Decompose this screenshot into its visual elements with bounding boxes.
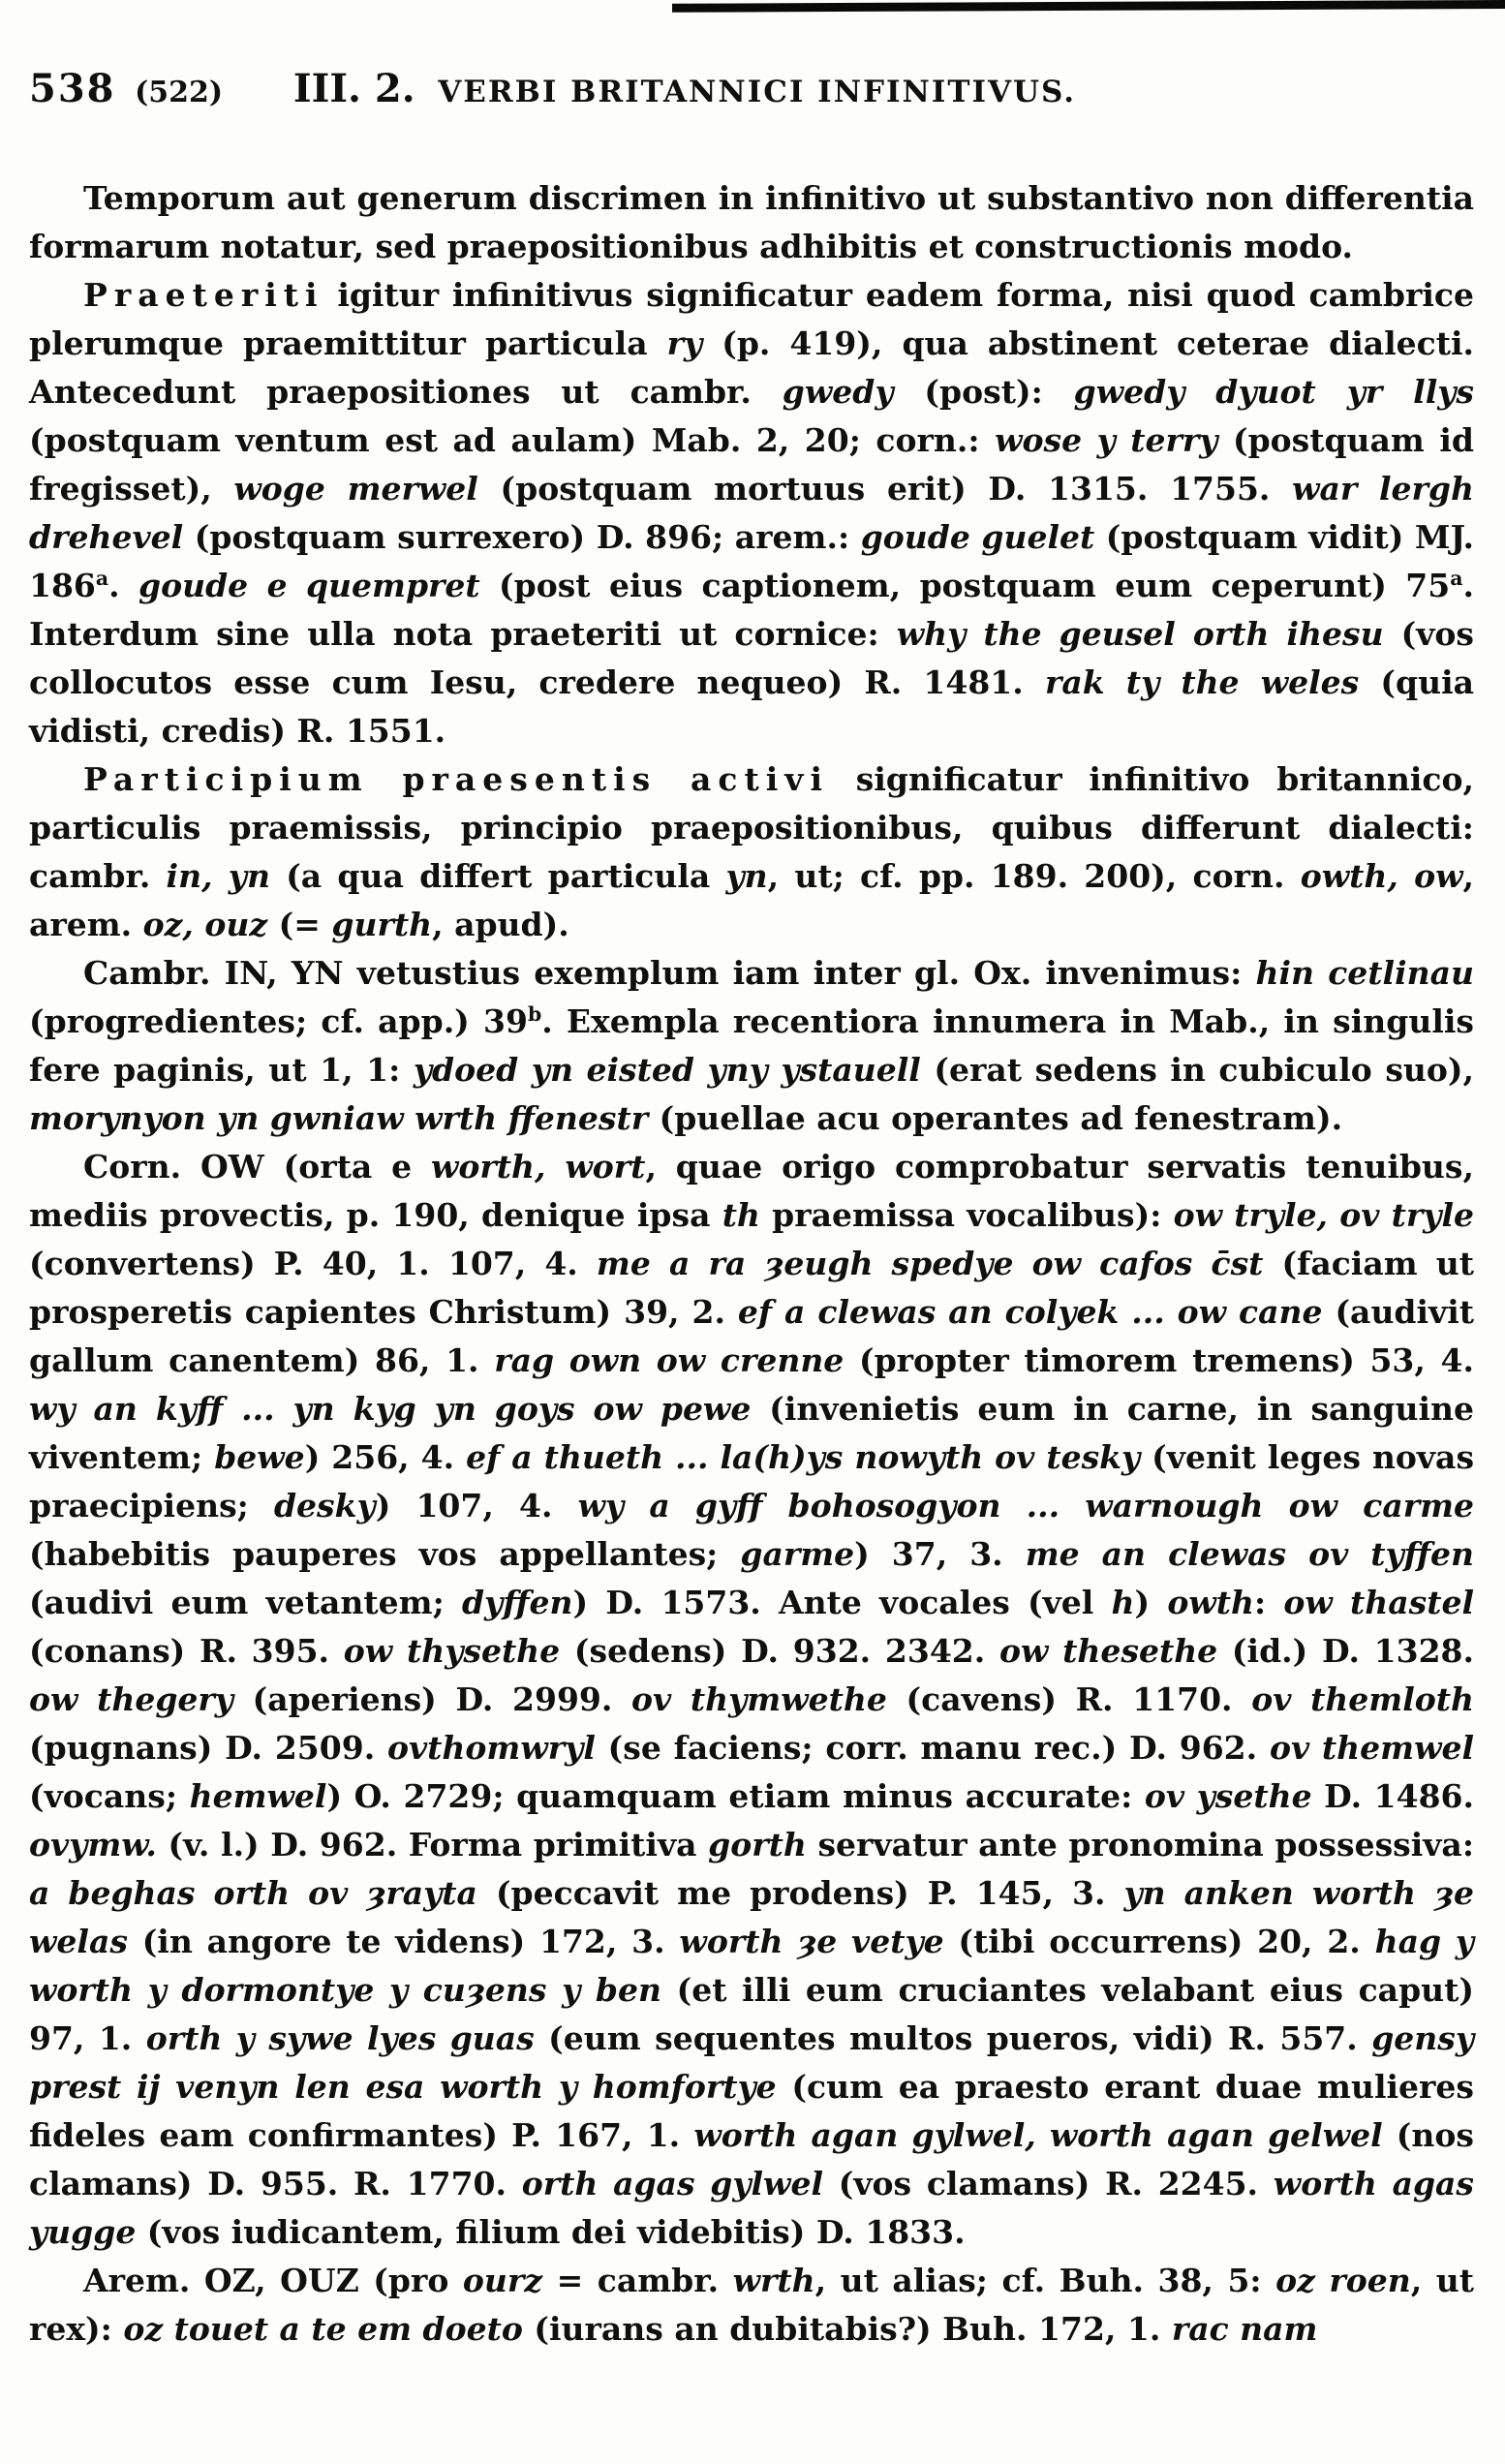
text-run: a [95,567,109,590]
text-run: (vos collocutos esse cum Iesu, credere nequeo) R. 1481. [29,615,1475,701]
text-run: (vos clamans) R. 2245. [822,2165,1274,2202]
text-run: ) 256, 4. [304,1438,467,1476]
text-run: : [1254,1584,1284,1621]
text-run: Participium praesentis activi [83,760,829,798]
text-run: owth [1167,1584,1255,1621]
text-run: b [527,1002,542,1026]
text-run: wy a gyff bohosogyon ... warnough ow carme [577,1487,1474,1525]
text-run: th [722,1196,760,1234]
paragraph [29,174,1474,271]
text-run: dyffen [461,1584,573,1621]
text-run: , quae origo comprobatur servatis tenuibus, mediis provectis, p. 190, denique ipsa [29,1148,1474,1234]
text-run: , ut alias; cf. Buh. 38, 5: [814,2262,1276,2299]
text-run: desky [273,1487,376,1525]
text-run: servatur ante pronomina possessiva: [806,1826,1474,1863]
page-number-note: (522) [135,76,224,109]
scan-edge-artifact [672,0,1505,13]
text-run: , ut rex): [29,2262,1475,2348]
text-run: (postquam id fregisset), [29,421,1474,508]
text-run: gurth [331,906,433,943]
page-number: 538 [29,66,116,111]
text-run: rak ty the weles [1044,663,1360,701]
text-run: gwedy dyuot yr llys [1073,373,1474,411]
text-run: , arem. [29,857,1474,943]
text-run: wose y terry [995,421,1218,459]
text-run: (puellae acu operantes ad fenestram). [648,1099,1343,1137]
text-run: (p. 419), qua abstinent ceterae dialecti. Antecedunt praepositiones ut cambr. [29,324,1474,411]
text-run: rag own ow crenne [494,1341,845,1379]
text-run: , ut; cf. pp. 189. 200), corn. [767,857,1301,895]
text-run: hin cetlinau [1255,954,1474,992]
text-run: ow tryle, ov tryle [1173,1196,1475,1234]
text-run: hag y worth y dormontye y cuȝens y ben [29,1923,1474,2009]
text-run: ow thastel [1283,1584,1474,1621]
text-run: (sedens) D. 932. 2342. [560,1632,999,1670]
text-run: rac nam [1171,2310,1318,2348]
text-run: yn [725,857,768,895]
text-run: (faciam ut prosperetis capientes Christum) 39, 2. [29,1245,1474,1331]
text-run: (in angore te videns) 172, 3. [127,1923,680,1960]
text-run: praemissa vocalibus): [759,1196,1174,1234]
paragraph [29,271,1474,755]
text-run: (= [267,906,332,943]
text-run: (a qua differt particula [269,857,726,895]
text-run: orth agas gylwel [521,2165,823,2202]
text-run: (vocans; [29,1777,190,1815]
text-run: (postquam mortuus erit) D. 1315. 1755. [477,470,1293,508]
text-run: ) D. 1573. Ante vocales (vel [572,1584,1112,1621]
text-run: wrth [732,2262,815,2299]
text-run: ovthomwryl [387,1729,596,1767]
text-run: (audivit gallum canentem) 86, 1. [29,1293,1475,1379]
text-run: = cambr. [542,2262,733,2299]
text-run: (postquam surrexero) D. 896; arem.: [183,518,861,556]
text-run: (post eius captionem, postquam eum ceperunt) 75 [479,567,1451,604]
text-run: a [1450,567,1463,590]
text-run: gwedy [782,373,894,411]
text-run: wy an kyff ... yn kyg yn goys ow pewe [29,1390,752,1428]
text-run: ) 107, 4. [375,1487,578,1525]
text-run: (eum sequentes multos pueros, vidi) R. 557. [534,2019,1372,2057]
text-run: (post): [893,373,1074,411]
text-run: Corn. OW (orta e [83,1148,431,1186]
text-run: (conans) R. 395. [29,1632,344,1670]
text-run: oz touet a te em doeto [123,2310,523,2348]
paragraph [29,1143,1474,2257]
text-run: (v. l.) D. 962. Forma primitiva [156,1826,709,1863]
text-run: bewe [214,1438,305,1476]
text-run: ov ysethe [1144,1777,1312,1815]
text-run: (venit leges novas praecipiens; [29,1438,1475,1525]
text-run: ) 37, 3. [854,1535,1026,1573]
text-run: . Interdum sine ulla nota praeteriti ut cornice: [29,567,1474,653]
text-run: yn anken worth ȝe welas [29,1874,1474,1960]
text-run: worth ȝe vetye [679,1923,944,1960]
text-run: h [1111,1584,1135,1621]
text-run: (nos clamans) D. 955. R. 1770. [29,2116,1474,2202]
page-header [0,66,1505,124]
paragraph [29,2257,1474,2354]
text-run: (id.) D. 1328. [1217,1632,1475,1670]
text-run: garme [740,1535,855,1573]
section-number: III. 2. [292,66,415,111]
text-run: ) O. 2729; quamquam etiam minus accurate: [326,1777,1145,1815]
text-run: worth, wort [431,1148,646,1186]
text-run: (convertens) P. 40, 1. 107, 4. [29,1245,597,1282]
text-run: ourz [462,2262,543,2299]
text-run: ov themwel [1269,1729,1475,1767]
text-run: goude e quempret [138,567,480,604]
text-run: ovymw. [29,1826,157,1863]
text-run: (iurans an dubitabis?) Buh. 172, 1. [522,2310,1172,2348]
text-run: why the geusel orth ihesu [896,615,1384,653]
text-run: hemwel [189,1777,327,1815]
text-run: (progredientes; cf. app.) 39 [29,1002,528,1040]
text-run: gorth [708,1826,807,1863]
body-text [0,174,1505,2354]
text-run: . Exempla recentiora innumera in Mab., in singulis fere paginis, ut 1, 1: [29,1002,1474,1089]
text-run: (aperiens) D. 2999. [232,1680,632,1718]
text-run: D. 1486. [1311,1777,1474,1815]
text-run: igitur infinitivus significatur eadem forma, nisi quod cambrice plerumque praemittitur particula [29,276,1474,362]
text-run: (quia vidisti, credis) R. 1551. [29,663,1474,750]
text-run: worth agas yugge [29,2165,1474,2251]
text-run: (postquam ventum est ad aulam) Mab. 2, 20; corn.: [29,421,996,459]
text-run: ) [1134,1584,1168,1621]
text-run: me an clewas ov tyffen [1025,1535,1475,1573]
text-run: oz roen [1275,2262,1411,2299]
paragraph [29,949,1474,1143]
text-run: worth agan gylwel, worth agan gelwel [693,2116,1383,2154]
text-run: (cavens) R. 1170. [886,1680,1252,1718]
text-run: , apud). [432,906,569,943]
text-run: Praeteriti [83,276,324,314]
running-title: VERBI BRITANNICI INFINITIVUS. [438,75,1077,109]
text-run: a beghas orth ov ȝrayta [29,1874,477,1912]
text-run: goude guelet [860,518,1095,556]
paragraph [29,755,1474,949]
text-run: (peccavit me prodens) P. 145, 3. [476,1874,1124,1912]
running-head [0,66,1369,111]
text-run: ydoed yn eisted yny ystauell [413,1051,921,1089]
text-run: (erat sedens in cubiculo suo), [920,1051,1475,1089]
text-run: . [108,567,139,604]
text-run: (audivi eum vetantem; [29,1584,462,1621]
text-run: gensy prest ij venyn len esa worth y homfortye [29,2019,1475,2106]
text-run: (vos iudicantem, filium dei videbitis) D. 1833. [136,2213,966,2251]
text-run: (et illi eum cruciantes velabant eius caput) 97, 1. [29,1971,1474,2057]
text-run: ef a clewas an colyek ... ow cane [737,1293,1323,1331]
text-run: ow thesethe [998,1632,1218,1670]
text-run: (pugnans) D. 2509. [29,1729,387,1767]
text-run: (postquam vidit) MJ. 186 [29,518,1474,604]
text-run: ov thymwethe [631,1680,887,1718]
text-run: ry [666,324,703,362]
text-run: in, yn [166,857,270,895]
text-run: (invenietis eum in carne, in sanguine viventem; [29,1390,1474,1476]
text-run: owth, ow [1300,857,1463,895]
text-run: (cum ea praesto erant duae mulieres fideles eam confirmantes) P. 167, 1. [29,2068,1474,2154]
text-run: war lergh drehevel [29,470,1474,556]
text-run: oz, ouz [142,906,268,943]
text-run: me a ra ȝeugh spedye ow cafos c̄st [596,1245,1264,1282]
text-run: ow thysethe [343,1632,561,1670]
text-run: Arem. OZ, OUZ (pro [83,2262,463,2299]
text-run: morynyon yn gwniaw wrth ffenestr [29,1099,649,1137]
text-run: ov themloth [1251,1680,1474,1718]
text-run: (se faciens; corr. manu rec.) D. 962. [595,1729,1270,1767]
text-run: ow thegery [29,1680,233,1718]
text-run: ef a thueth ... la(h)ys nowyth ov tesky [466,1438,1141,1476]
text-run: (tibi occurrens) 20, 2. [943,1923,1375,1960]
text-run: Temporum aut generum discrimen in infinitivo ut substantivo non differentia formarum notatur, sed praepositionibus adhibitis et constructionis modo. [29,179,1474,265]
text-run: (propter timorem tremens) 53, 4. [844,1341,1474,1379]
text-run: woge merwel [233,470,478,508]
text-run: orth y sywe lyes guas [145,2019,535,2057]
text-run: (habebitis pauperes vos appellantes; [29,1535,741,1573]
text-run: significatur infinitivo britannico, particulis praemissis, principio praepositionibus, quibus differunt dialecti: cambr. [29,760,1474,895]
text-run: Cambr. IN, YN vetustius exemplum iam inter gl. Ox. invenimus: [83,954,1256,992]
